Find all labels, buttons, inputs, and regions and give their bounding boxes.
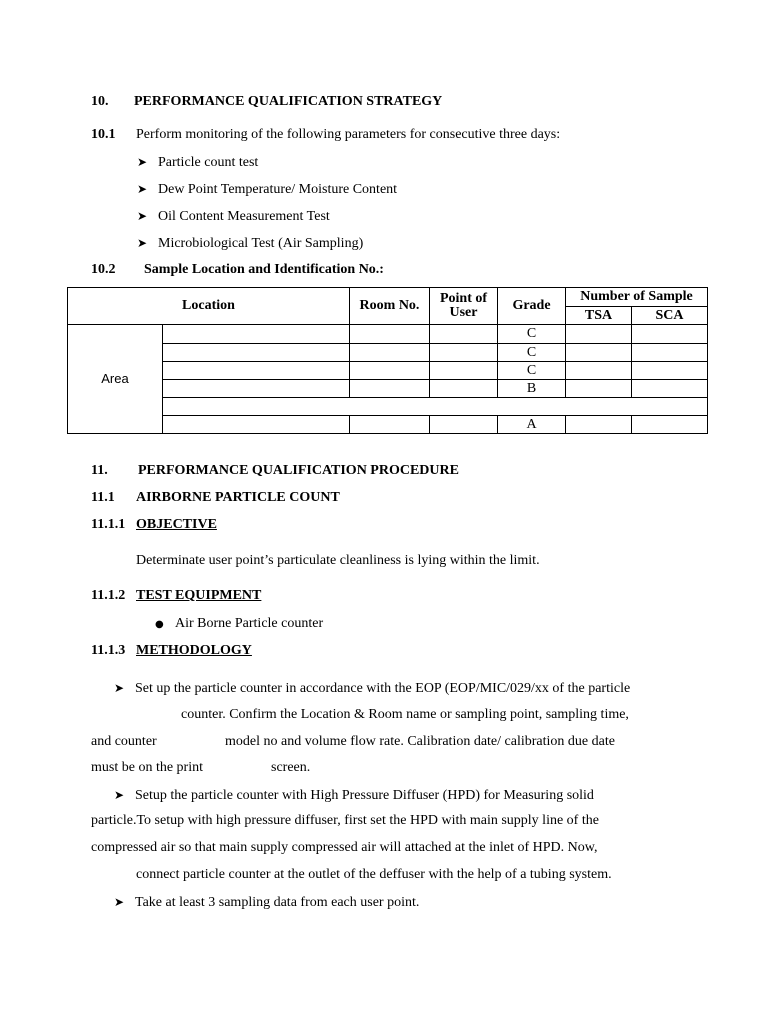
section-10-1-text: Perform monitoring of the following parameters for consecutive three days:: [136, 127, 561, 142]
header-sca: SCA: [632, 307, 708, 325]
list-item: ● Air Borne Particle counter: [155, 616, 324, 631]
section-10-2-title: Sample Location and Identification No.:: [144, 262, 384, 277]
list-item: ➤ Dew Point Temperature/ Moisture Content: [137, 182, 398, 197]
grade-cell: C: [498, 362, 566, 380]
methodology-heading: METHODOLOGY: [136, 643, 252, 658]
grade-cell: B: [498, 380, 566, 398]
arrow-bullet-icon: ➤: [114, 681, 125, 695]
section-11-1-1-number: 11.1.1: [91, 517, 126, 532]
header-tsa: TSA: [566, 307, 632, 325]
table-row: [68, 380, 708, 398]
table-row: [68, 398, 708, 416]
section-10-number: 10.: [91, 94, 109, 109]
methodology-paragraph-1-line-3b: model no and volume flow rate. Calibration date/ calibration due date: [225, 734, 615, 749]
grade-cell: C: [498, 344, 566, 362]
arrow-bullet-icon: ➤: [114, 895, 125, 909]
methodology-paragraph-1-line-4a: must be on the print: [91, 760, 203, 775]
table-row: [68, 362, 708, 380]
section-11-title: PERFORMANCE QUALIFICATION PROCEDURE: [138, 463, 459, 478]
section-11-1-title: AIRBORNE PARTICLE COUNT: [136, 490, 340, 505]
arrow-bullet-icon: ➤: [137, 209, 148, 223]
methodology-paragraph-2-line-3: compressed air so that main supply compressed air will attached at the inlet of HPD. Now,: [91, 840, 598, 855]
sample-location-table: [67, 287, 708, 434]
table-row: [68, 344, 708, 362]
bullet-dot-icon: ●: [155, 619, 164, 630]
header-number-of-sample: Number of Sample: [566, 288, 708, 307]
arrow-bullet-icon: ➤: [137, 236, 148, 250]
header-grade: Grade: [498, 288, 566, 325]
header-location: Location: [68, 288, 350, 325]
merged-empty-row: [163, 398, 708, 416]
methodology-paragraph-2-line-4: connect particle counter at the outlet of the deffuser with the help of a tubing system.: [136, 867, 612, 882]
table-row: [68, 416, 708, 434]
list-item: ➤ Oil Content Measurement Test: [137, 209, 330, 224]
objective-text: Determinate user point’s particulate cleanliness is lying within the limit.: [136, 553, 540, 568]
section-11-1-3-number: 11.1.3: [91, 643, 126, 658]
methodology-paragraph-2-line-1: ➤ Setup the particle counter with High Pressure Diffuser (HPD) for Measuring solid: [114, 788, 594, 803]
test-equipment-heading: TEST EQUIPMENT: [136, 588, 262, 603]
methodology-paragraph-2-line-2: particle.To setup with high pressure diffuser, first set the HPD with main supply line of the: [91, 813, 599, 828]
methodology-paragraph-1-line-4b: screen.: [271, 760, 311, 775]
methodology-paragraph-3-line-1: ➤ Take at least 3 sampling data from each user point.: [114, 895, 420, 910]
section-10-title: PERFORMANCE QUALIFICATION STRATEGY: [134, 94, 443, 109]
grade-cell: A: [498, 416, 566, 434]
header-room-no: Room No.: [350, 288, 430, 325]
grade-cell: C: [498, 325, 566, 344]
section-10-1-number: 10.1: [91, 127, 116, 142]
area-label: Area: [68, 325, 163, 434]
list-item: ➤ Microbiological Test (Air Sampling): [137, 236, 364, 251]
section-11-number: 11.: [91, 463, 108, 478]
section-10-2-number: 10.2: [91, 262, 116, 277]
list-item: ➤ Particle count test: [137, 155, 259, 170]
methodology-paragraph-1-line-1: ➤ Set up the particle counter in accordance with the EOP (EOP/MIC/029/xx of the particle: [114, 681, 631, 696]
methodology-paragraph-1-line-2: counter. Confirm the Location & Room name or sampling point, sampling time,: [181, 707, 629, 722]
methodology-paragraph-1-line-3a: and counter: [91, 734, 157, 749]
header-point-of-user: Point of User: [430, 288, 498, 325]
section-11-1-2-number: 11.1.2: [91, 588, 126, 603]
arrow-bullet-icon: ➤: [114, 788, 125, 802]
objective-heading: OBJECTIVE: [136, 517, 217, 532]
section-11-1-number: 11.1: [91, 490, 115, 505]
arrow-bullet-icon: ➤: [137, 182, 148, 196]
table-row: [68, 325, 708, 344]
arrow-bullet-icon: ➤: [137, 155, 148, 169]
